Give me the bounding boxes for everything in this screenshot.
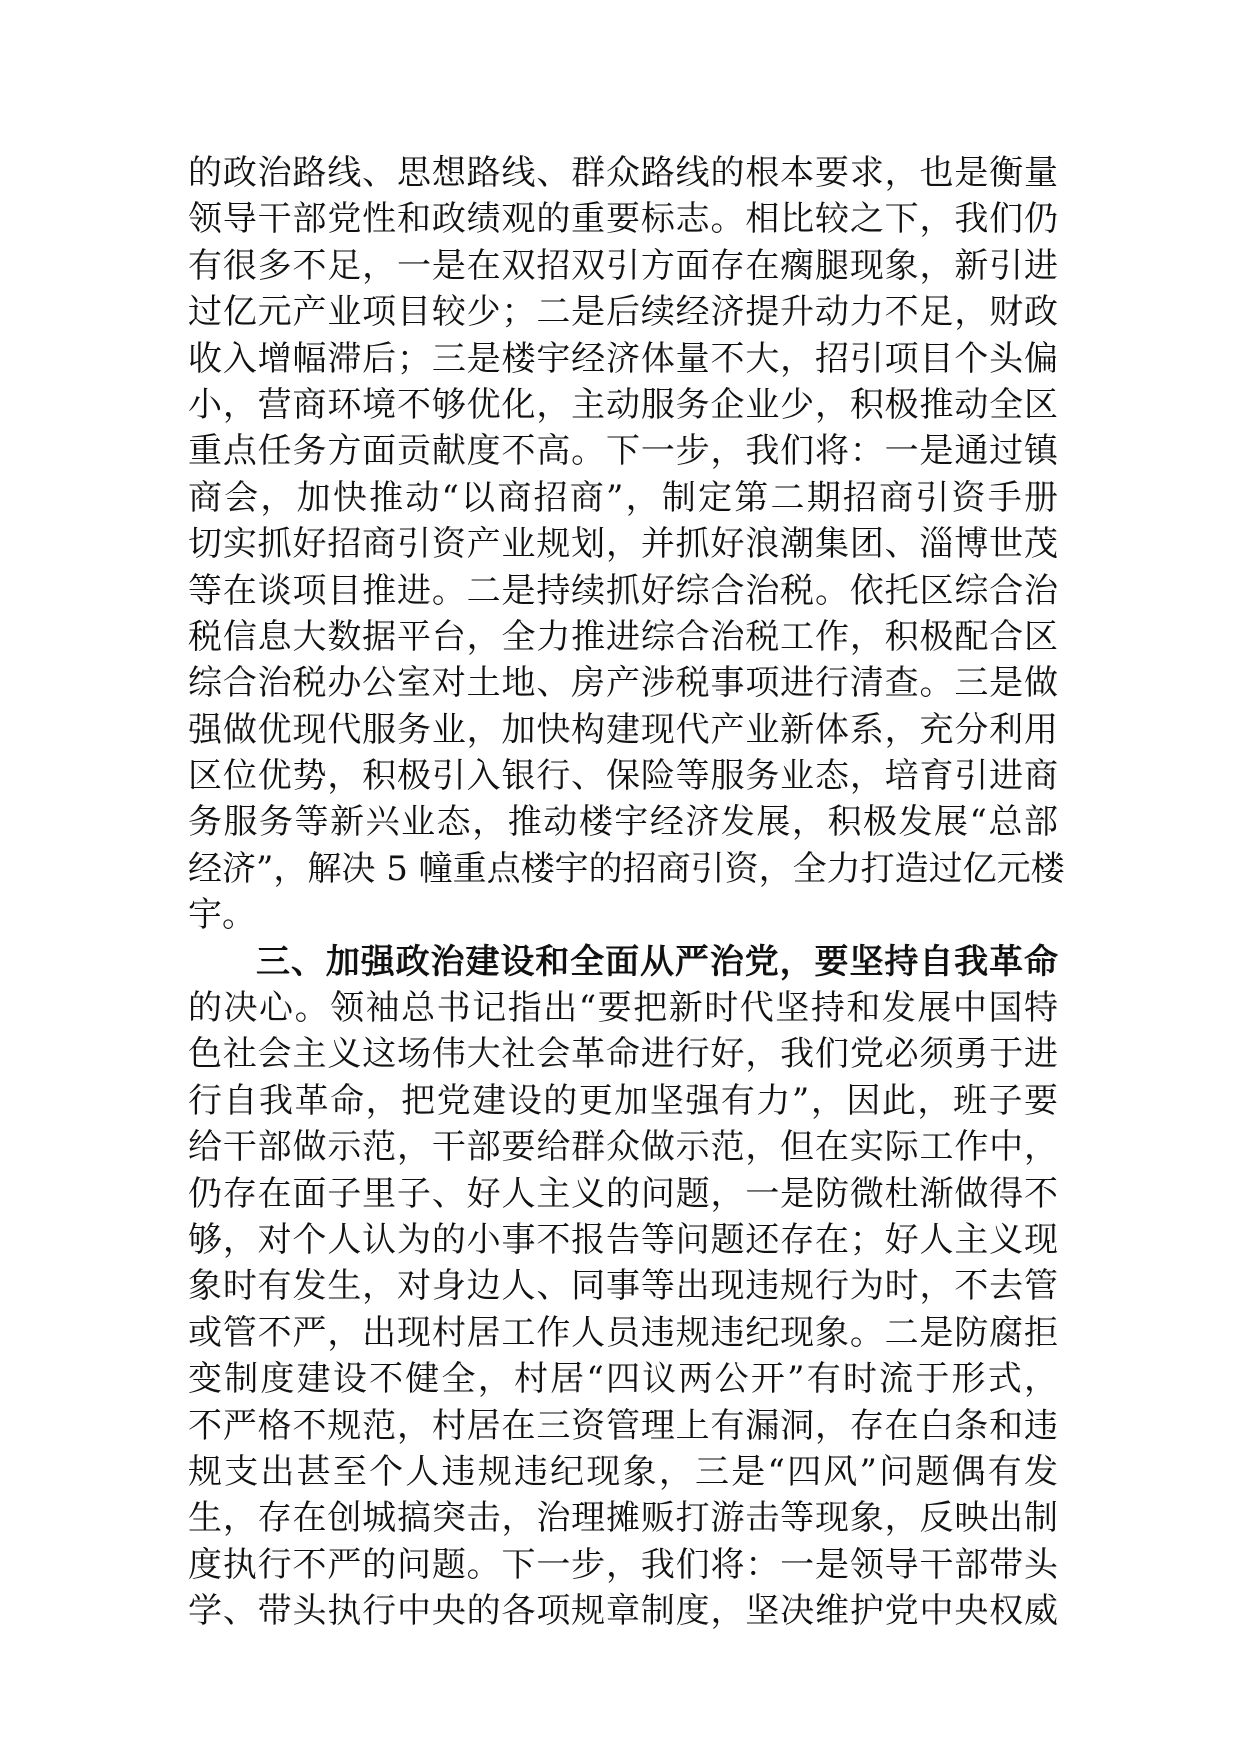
text-line: 的决心。领袖总书记指出“要把新时代坚持和发展中国特 <box>188 988 1058 1029</box>
text-line: 或管不严，出现村居工作人员违规违纪现象。二是防腐拒 <box>188 1312 1058 1353</box>
text-line: 重点任务方面贡献度不高。下一步，我们将：一是通过镇 <box>188 431 1058 472</box>
text-line: 税信息大数据平台，全力推进综合治税工作，积极配合区 <box>188 616 1058 657</box>
text-line: 宇。 <box>188 895 256 936</box>
text-line: 等在谈项目推进。二是持续抓好综合治税。依托区综合治 <box>188 570 1058 611</box>
text-line: 务服务等新兴业态，推动楼宇经济发展，积极发展“总部 <box>188 802 1058 843</box>
text-line: 切实抓好招商引资产业规划，并抓好浪潮集团、淄博世茂 <box>188 524 1058 565</box>
section-heading-text: 三、加强政治建设和全面从严治党，要坚持自我革命 <box>256 941 1058 982</box>
text-line: 行自我革命，把党建设的更加坚强有力”，因此，班子要 <box>188 1080 1058 1121</box>
text-line: 给干部做示范，干部要给群众做示范，但在实际工作中， <box>188 1127 1058 1168</box>
text-line: 小，营商环境不够优化，主动服务企业少，积极推动全区 <box>188 384 1058 425</box>
text-line: 的政治路线、思想路线、群众路线的根本要求，也是衡量 <box>188 153 1058 193</box>
text-line: 仍存在面子里子、好人主义的问题，一是防微杜渐做得不 <box>188 1173 1058 1214</box>
text-line: 生，存在创城搞突击，治理摊贩打游击等现象，反映出制 <box>188 1498 1058 1539</box>
text-line: 够，对个人认为的小事不报告等问题还存在；好人主义现 <box>188 1219 1058 1260</box>
text-line: 色社会主义这场伟大社会革命进行好，我们党必须勇于进 <box>188 1034 1058 1075</box>
text-line: 商会，加快推动“以商招商”，制定第二期招商引资手册 <box>188 477 1058 518</box>
text-line: 变制度建设不健全，村居“四议两公开”有时流于形式， <box>188 1359 1058 1400</box>
section-heading <box>188 939 1058 985</box>
text-line: 规支出甚至个人违规违纪现象，三是“四风”问题偶有发 <box>188 1451 1058 1492</box>
text-line: 学、带头执行中央的各项规章制度，坚决维护党中央权威 <box>188 1591 1058 1632</box>
text-line: 强做优现代服务业，加快构建现代产业新体系，充分利用 <box>188 709 1058 750</box>
text-line: 不严格不规范，村居在三资管理上有漏洞，存在白条和违 <box>188 1405 1058 1446</box>
text-line: 区位优势，积极引入银行、保险等服务业态，培育引进商 <box>188 756 1058 797</box>
text-line: 领导干部党性和政绩观的重要标志。相比较之下，我们仍 <box>188 199 1058 240</box>
text-line: 综合治税办公室对土地、房产涉税事项进行清查。三是做 <box>188 663 1058 704</box>
text-line: 过亿元产业项目较少；二是后续经济提升动力不足，财政 <box>188 292 1058 333</box>
text-line: 象时有发生，对身边人、同事等出现违规行为时，不去管 <box>188 1266 1058 1307</box>
text-line: 收入增幅滞后；三是楼宇经济体量不大，招引项目个头偏 <box>188 338 1058 379</box>
text-line: 经济”，解决 5 幢重点楼宇的招商引资，全力打造过亿元楼 <box>188 848 1065 889</box>
body-text <box>188 150 1065 1635</box>
text-line: 有很多不足，一是在双招双引方面存在瘸腿现象，新引进 <box>188 245 1058 286</box>
text-line: 度执行不严的问题。下一步，我们将：一是领导干部带头 <box>188 1544 1058 1585</box>
